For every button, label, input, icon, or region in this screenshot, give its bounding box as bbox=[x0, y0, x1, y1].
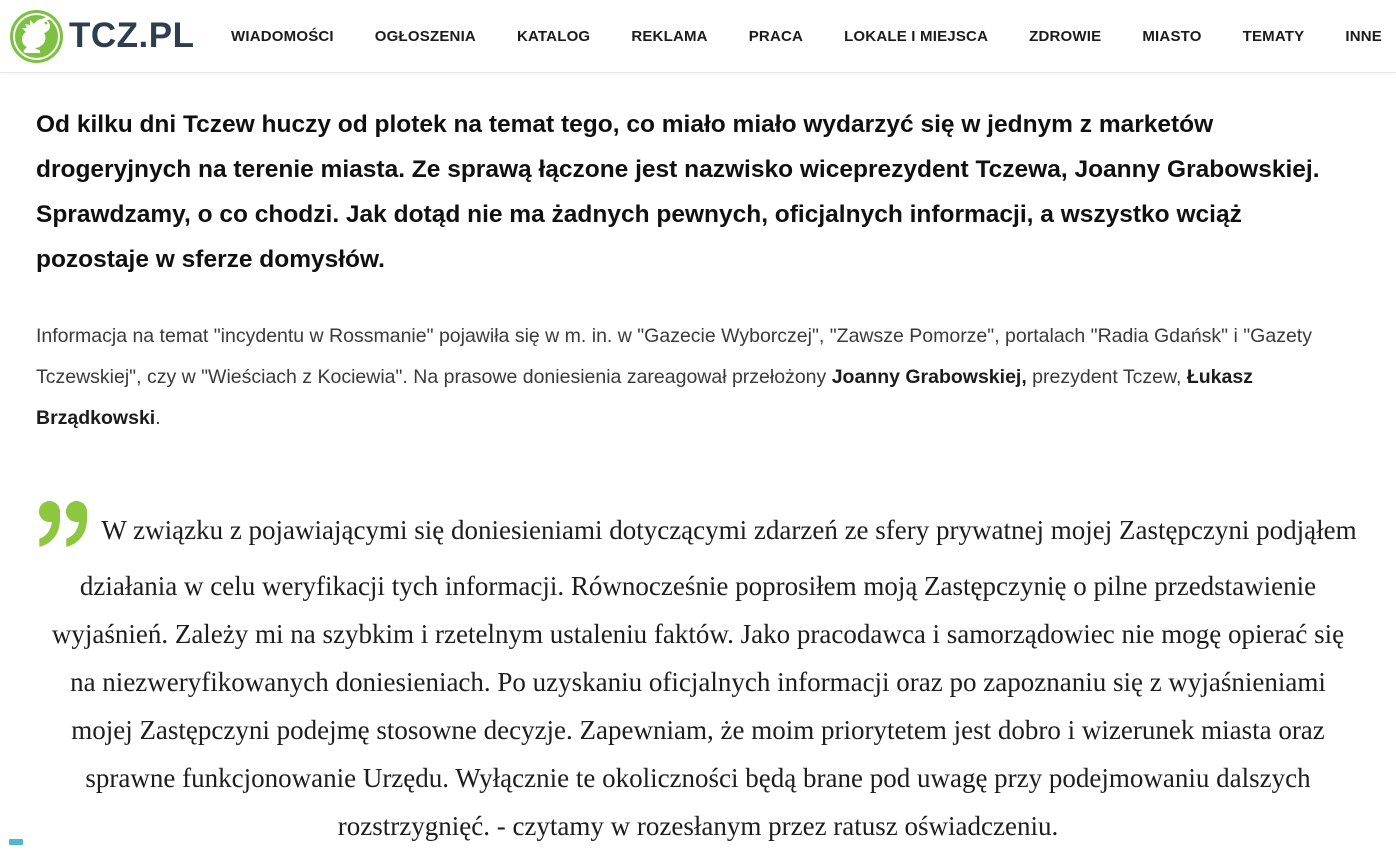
nav-item-lokale-i-miejsca[interactable]: LOKALE I MIEJSCA bbox=[844, 27, 989, 45]
quote-marks-icon bbox=[39, 501, 87, 562]
article-paragraph bbox=[36, 316, 1360, 439]
nav-item-inne[interactable]: INNE bbox=[1345, 27, 1382, 45]
partial-bottom-element[interactable] bbox=[9, 839, 23, 845]
nav-item-praca[interactable]: PRACA bbox=[748, 27, 804, 45]
logo-text: TCZ.PL bbox=[69, 16, 195, 55]
nav-item-zdrowie[interactable]: ZDROWIE bbox=[1029, 27, 1102, 45]
paragraph-text: Informacja na temat "incydentu w Rossmanie" pojawiła się w m. in. w "Gazecie Wyborczej", "Zawsze Pomorze", portalach "Radia Gdańsk" i "Gazety Tczewskiej", czy w "Wieściach z Kociewia". Na prasowe doniesienia zareagował przełożony bbox=[36, 325, 1312, 388]
paragraph-text: prezydent Tczew, bbox=[1026, 366, 1187, 388]
statement-blockquote bbox=[36, 501, 1360, 850]
site-header bbox=[0, 0, 1396, 73]
article-lead-paragraph: Od kilku dni Tczew huczy od plotek na temat tego, co miało miało wydarzyć się w jednym z marketów drogeryjnych na terenie miasta. Ze sprawą łączone jest nazwisko wiceprezydent Tczewa, Joanny Grabowskiej. Sprawdzamy, o co chodzi. Jak dotąd nie ma żadnych pewnych, oficjalnych informacji, a wszystko wciąż pozostaje w sferze domysłów. bbox=[36, 111, 1320, 273]
nav-item-ogloszenia[interactable]: OGŁOSZENIA bbox=[374, 27, 476, 45]
nav-item-wiadomosci[interactable]: WIADOMOŚCI bbox=[230, 27, 334, 45]
nav-item-reklama[interactable]: REKLAMA bbox=[631, 27, 708, 45]
site-logo[interactable] bbox=[10, 10, 194, 63]
article-body bbox=[0, 102, 1396, 850]
nav-item-tematy[interactable]: TEMATY bbox=[1242, 27, 1305, 45]
nav-item-miasto[interactable]: MIASTO bbox=[1142, 27, 1202, 45]
quote-text: W związku z pojawiającymi się doniesieniami dotyczącymi zdarzeń ze sfery prywatnej mojej Zastępczyni podjąłem działania w celu weryfikacji tych informacji. Równocześnie poprosiłem moją Zastępczynię o pilne przedstawienie wyjaśnień. Zależy mi na szybkim i rzetelnym ustaleniu faktów. Jako pracodawca i samorządowiec nie mogę opierać się na niezweryfikowanych doniesieniach. Po uzyskaniu oficjalnych informacji oraz po zapoznaniu się z wyjaśnieniami mojej Zastępczyni podejmę stosowne decyzje. Zapewniam, że moim priorytetem jest dobro i wizerunek miasta oraz sprawne funkcjonowanie Urzędu. Wyłącznie te okoliczności będą brane pod uwagę przy podejmowaniu dalszych rozstrzygnięć. - czytamy w rozesłanym przez ratusz oświadczeniu. bbox=[51, 515, 1357, 841]
griffin-logo-icon bbox=[10, 10, 63, 63]
person-name-joanna-grabowska: Joanny Grabowskiej, bbox=[831, 366, 1027, 388]
nav-item-katalog[interactable]: KATALOG bbox=[516, 27, 591, 45]
paragraph-text: . bbox=[155, 407, 161, 429]
person-name-lukasz-brzadkowski: Łukasz Brządkowski bbox=[36, 366, 1253, 429]
main-nav bbox=[231, 28, 1384, 45]
